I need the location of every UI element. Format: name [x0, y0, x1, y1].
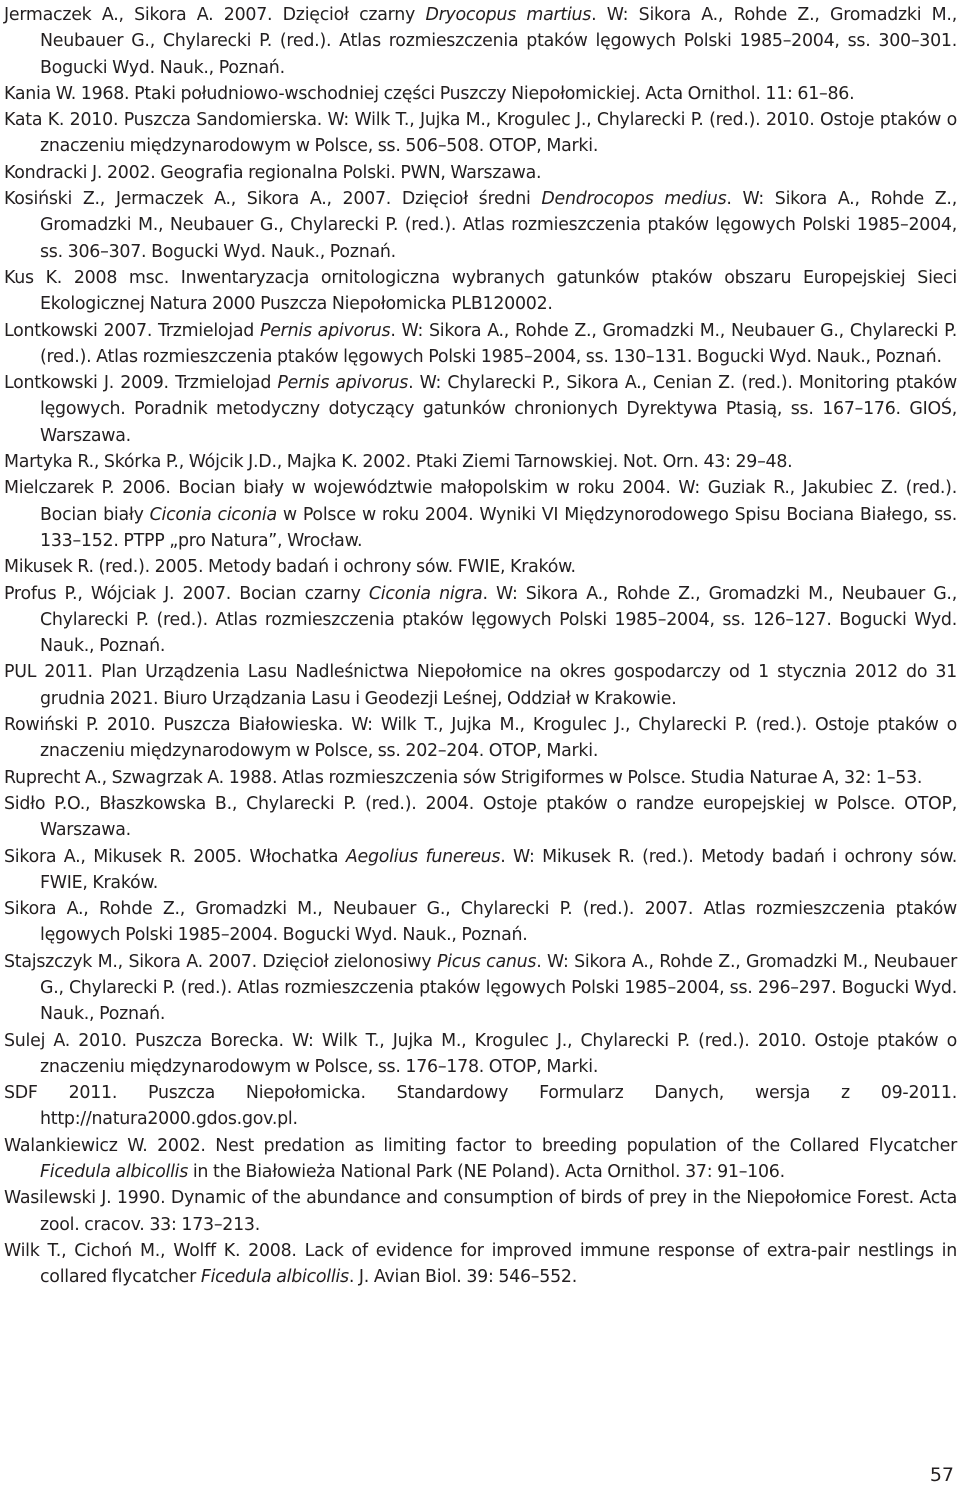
- reference-item: Profus P., Wójciak J. 2007. Bocian czarny Ciconia nigra. W: Sikora A., Rohde Z., Gromadzki M., Neubauer G., Chylarecki P. (red.). Atlas rozmieszczenia ptaków lęgowych Polski 1985–2004, ss. 126–127. Bogucki Wyd. Nauk., Poznań.: [4, 583, 957, 657]
- reference-item: Lontkowski 2007. Trzmielojad Pernis apivorus. W: Sikora A., Rohde Z., Gromadzki M., Neubauer G., Chylarecki P. (red.). Atlas rozmieszczenia ptaków lęgowych Polski 1985–2004, ss. 130–131. Bogucki Wyd. Nauk., Poznań.: [4, 320, 957, 367]
- reference-item: Kosiński Z., Jermaczek A., Sikora A., 2007. Dzięcioł średni Dendrocopos medius. W: Sikora A., Rohde Z., Gromadzki M., Neubauer G., Chylarecki P. (red.). Atlas rozmieszczenia ptaków lęgowych Polski 1985–2004, ss. 306–307. Bogucki Wyd. Nauk., Poznań.: [4, 189, 957, 262]
- species-name: Picus canus: [436, 951, 537, 972]
- species-name: Pernis apivorus: [277, 373, 409, 394]
- reference-item: Rowiński P. 2010. Puszcza Białowieska. W: Wilk T., Jujka M., Krogulec J., Chylarecki P. (red.). Ostoje ptaków o znaczeniu międzynarodowym w Polsce, ss. 202–204. OTOP, Marki.: [4, 715, 957, 762]
- species-name: Pernis apivorus: [260, 320, 391, 341]
- species-name: Ciconia ciconia: [149, 504, 277, 525]
- species-name: Ciconia nigra: [368, 583, 483, 604]
- species-name: Ficedula albicollis: [200, 1267, 349, 1288]
- reference-item: Sikora A., Rohde Z., Gromadzki M., Neubauer G., Chylarecki P. (red.). 2007. Atlas rozmieszczenia ptaków lęgowych Polski 1985–2004. Bogucki Wyd. Nauk., Poznań.: [4, 899, 957, 946]
- reference-item: PUL 2011. Plan Urządzenia Lasu Nadleśnictwa Niepołomice na okres gospodarczy od 1 stycznia 2012 do 31 grudnia 2021. Biuro Urządzania Lasu i Geodezji Leśnej, Oddział w Krakowie.: [4, 662, 957, 709]
- reference-item: SDF 2011. Puszcza Niepołomicka. Standardowy Formularz Danych, wersja z 09-2011. http://natura2000.gdos.gov.pl.: [4, 1083, 957, 1130]
- reference-item: Kondracki J. 2002. Geografia regionalna Polski. PWN, Warszawa.: [4, 162, 542, 183]
- reference-item: Martyka R., Skórka P., Wójcik J.D., Majka K. 2002. Ptaki Ziemi Tarnowskiej. Not. Orn. 43: 29–48.: [4, 452, 793, 473]
- reference-item: Mielczarek P. 2006. Bocian biały w województwie małopolskim w roku 2004. W: Guziak R., Jakubiec Z. (red.). Bocian biały Ciconia ciconia w Polsce w roku 2004. Wyniki VI Międzynorodowego Spisu Bociana Białego, ss. 133–152. PTPP „pro Natura”, Wrocław.: [4, 478, 957, 551]
- reference-item: Jermaczek A., Sikora A. 2007. Dzięcioł czarny Dryocopus martius. W: Sikora A., Rohde Z., Gromadzki M., Neubauer G., Chylarecki P. (red.). Atlas rozmieszczenia ptaków lęgowych Polski 1985–2004, ss. 300–301. Bogucki Wyd. Nauk., Poznań.: [4, 5, 957, 78]
- reference-item: Kus K. 2008 msc. Inwentaryzacja ornitologiczna wybranych gatunków ptaków obszaru Europejskiej Sieci Ekologicznej Natura 2000 Puszcza Niepołomicka PLB120002.: [4, 267, 957, 315]
- reference-item: Mikusek R. (red.). 2005. Metody badań i ochrony sów. FWIE, Kraków.: [4, 557, 576, 578]
- reference-item: Sikora A., Mikusek R. 2005. Włochatka Aegolius funereus. W: Mikusek R. (red.). Metody badań i ochrony sów. FWIE, Kraków.: [4, 846, 958, 893]
- species-name: Dendrocopos medius: [541, 189, 727, 210]
- species-name: Ficedula albicollis: [40, 1162, 189, 1183]
- reference-item: Wilk T., Cichoń M., Wolff K. 2008. Lack of evidence for improved immune response of extra-pair nestlings in collared flycatcher Ficedula albicollis. J. Avian Biol. 39: 546–552.: [4, 1240, 957, 1288]
- reference-list: [4, 2, 957, 1291]
- reference-item: Kata K. 2010. Puszcza Sandomierska. W: Wilk T., Jujka M., Krogulec J., Chylarecki P. (red.). 2010. Ostoje ptaków o znaczeniu międzynarodowym w Polsce, ss. 506–508. OTOP, Marki.: [4, 110, 957, 157]
- reference-item: Ruprecht A., Szwagrzak A. 1988. Atlas rozmieszczenia sów Strigiformes w Polsce. Studia Naturae A, 32: 1–53.: [4, 767, 923, 788]
- reference-item: Lontkowski J. 2009. Trzmielojad Pernis apivorus. W: Chylarecki P., Sikora A., Cenian Z. (red.). Monitoring ptaków lęgowych. Poradnik metodyczny dotyczący gatunków chronionych Dyrektywa Ptasią, ss. 167–176. GIOŚ, Warszawa.: [4, 373, 957, 446]
- reference-item: Wasilewski J. 1990. Dynamic of the abundance and consumption of birds of prey in the Niepołomice Forest. Acta zool. cracov. 33: 173–213.: [4, 1188, 957, 1235]
- species-name: Aegolius funereus: [345, 846, 501, 867]
- species-name: Dryocopus martius: [425, 5, 592, 25]
- reference-item: Kania W. 1968. Ptaki południowo-wschodniej części Puszczy Niepołomickiej. Acta Ornithol. 11: 61–86.: [4, 83, 855, 104]
- reference-item: Sidło P.O., Błaszkowska B., Chylarecki P. (red.). 2004. Ostoje ptaków o randze europejskiej w Polsce. OTOP, Warszawa.: [4, 793, 957, 841]
- reference-item: Walankiewicz W. 2002. Nest predation as limiting factor to breeding population of the Collared Flycatcher Ficedula albicollis in the Białowieża National Park (NE Poland). Acta Ornithol. 37: 91–106.: [4, 1135, 957, 1183]
- page-number: 57: [929, 1464, 954, 1486]
- reference-item: Stajszczyk M., Sikora A. 2007. Dzięcioł zielonosiwy Picus canus. W: Sikora A., Rohde Z., Gromadzki M., Neubauer G., Chylarecki P. (red.). Atlas rozmieszczenia ptaków lęgowych Polski 1985–2004, ss. 296–297. Bogucki Wyd. Nauk., Poznań.: [4, 951, 957, 1025]
- reference-item: Sulej A. 2010. Puszcza Borecka. W: Wilk T., Jujka M., Krogulec J., Chylarecki P. (red.). 2010. Ostoje ptaków o znaczeniu międzynarodowym w Polsce, ss. 176–178. OTOP, Marki.: [4, 1030, 957, 1077]
